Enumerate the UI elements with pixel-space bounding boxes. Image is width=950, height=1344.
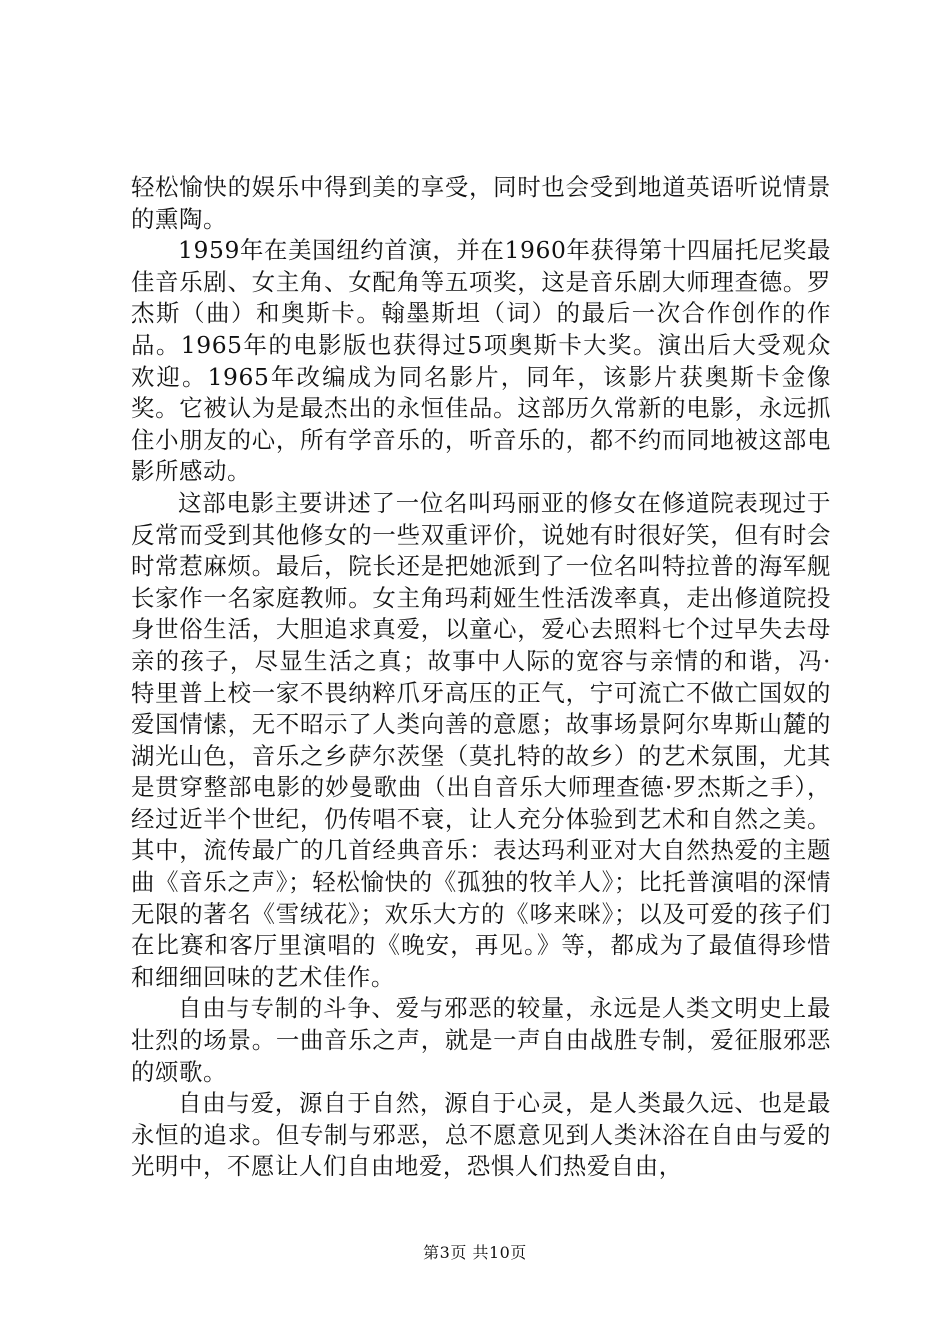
paragraph-5: 自由与爱，源自于自然，源自于心灵，是人类最久远、也是最永恒的追求。但专制与邪恶，总不愿意见到人类沐浴在自由与爱的光明中，不愿让人们自由地爱，恐惧人们热爱自由，	[131, 1089, 831, 1181]
paragraph-3: 这部电影主要讲述了一位名叫玛丽亚的修女在修道院表现过于反常而受到其他修女的一些双重评价，说她有时很好笑，但有时会时常惹麻烦。最后，院长还是把她派到了一位名叫特拉普的海军舰长家作一名家庭教师。女主角玛莉娅生性活泼率真，走出修道院投身世俗生活，大胆追求真爱，以童心，爱心去照料七个过早失去母亲的孩子，尽显生活之真；故事中人际的宽容与亲情的和谐，冯·特里普上校一家不畏纳粹爪牙高压的正气，宁可流亡不做亡国奴的爱国情愫，无不昭示了人类向善的意愿；故事场景阿尔卑斯山麓的湖光山色，音乐之乡萨尔茨堡（莫扎特的故乡）的艺术氛围，尤其是贯穿整部电影的妙曼歌曲（出自音乐大师理查德·罗杰斯之手），经过近半个世纪，仍传唱不衰，让人充分体验到艺术和自然之美。其中，流传最广的几首经典音乐：表达玛利亚对大自然热爱的主题曲《音乐之声》；轻松愉快的《孤独的牧羊人》；比托普演唱的深情无限的著名《雪绒花》；欢乐大方的《哆来咪》；以及可爱的孩子们在比赛和客厅里演唱的《晚安，再见。》等，都成为了最值得珍惜和细细回味的艺术佳作。	[131, 488, 831, 991]
paragraph-2: 1959年在美国纽约首演，并在1960年获得第十四届托尼奖最佳音乐剧、女主角、女配角等五项奖，这是音乐剧大师理查德。罗杰斯（曲）和奥斯卡。翰墨斯坦（词）的最后一次合作创作的作品。1965年的电影版也获得过5项奥斯卡大奖。演出后大受观众欢迎。1965年改编成为同名影片，同年，该影片获奥斯卡金像奖。它被认为是最杰出的永恒佳品。这部历久常新的电影，永远抓住小朋友的心，所有学音乐的，听音乐的，都不约而同地被这部电影所感动。	[131, 236, 831, 486]
document-body	[131, 172, 831, 1183]
page-number-footer: 第3页 共10页	[423, 1243, 527, 1262]
paragraph-4: 自由与专制的斗争、爱与邪恶的较量，永远是人类文明史上最壮烈的场景。一曲音乐之声，就是一声自由战胜专制，爱征服邪恶的颂歌。	[131, 994, 831, 1086]
paragraph-1: 轻松愉快的娱乐中得到美的享受，同时也会受到地道英语听说情景的熏陶。	[131, 173, 831, 233]
